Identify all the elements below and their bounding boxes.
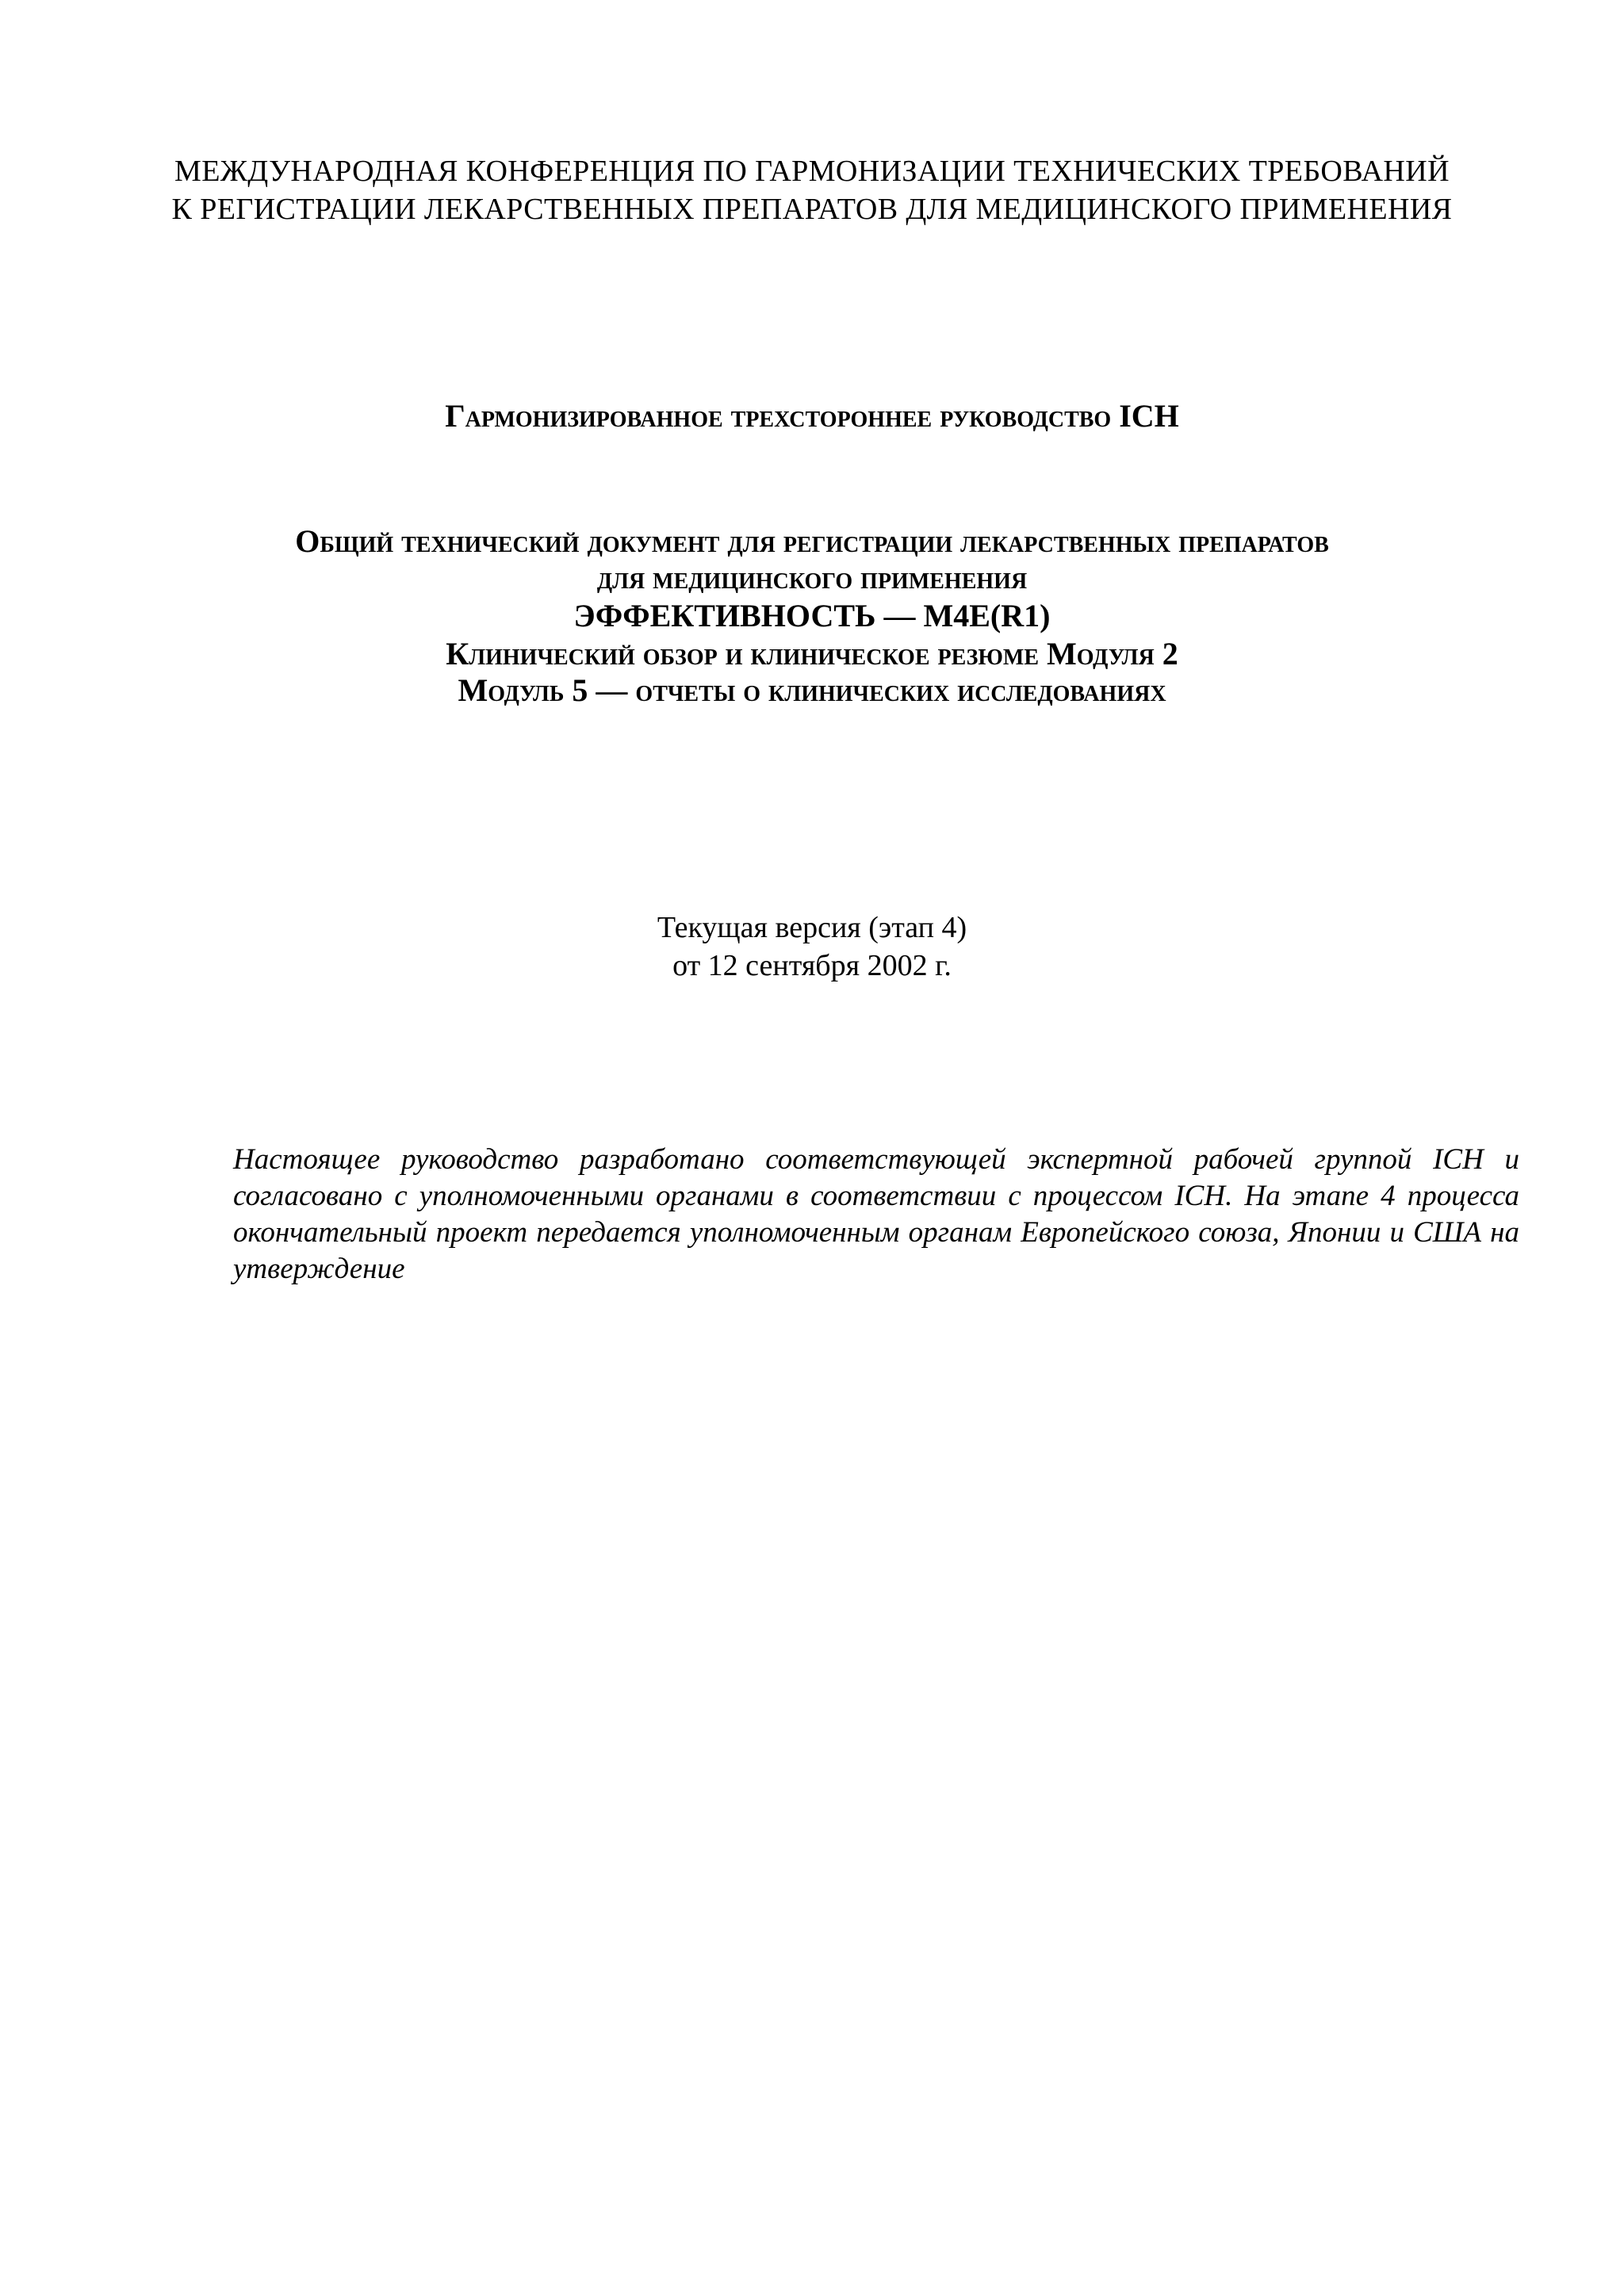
title-line-1: Общий технический документ для регистрации лекарственных препаратов <box>295 523 1329 559</box>
conference-header-line-2: К РЕГИСТРАЦИИ ЛЕКАРСТВЕННЫХ ПРЕПАРАТОВ ДЛЯ МЕДИЦИНСКОГО ПРИМЕНЕНИЯ <box>171 193 1453 226</box>
title-guideline-code: ЭФФЕКТИВНОСТЬ — M4E(R1) <box>573 598 1051 633</box>
version-label: Текущая версия (этап 4) <box>657 911 967 944</box>
title-line-4: Клинический обзор и клиническое резюме Модуля 2 <box>446 636 1178 672</box>
guideline-type-heading: Гармонизированное трехстороннее руководство ICH <box>445 398 1179 434</box>
conference-header-line-1: МЕЖДУНАРОДНАЯ КОНФЕРЕНЦИЯ ПО ГАРМОНИЗАЦИИ ТЕХНИЧЕСКИХ ТРЕБОВАНИЙ <box>174 155 1450 188</box>
version-date: от 12 сентября 2002 г. <box>672 949 952 982</box>
conference-header <box>0 152 1624 228</box>
title-line-5: Модуль 5 — отчеты о клинических исследованиях <box>458 672 1166 708</box>
version-block <box>0 909 1624 985</box>
approval-note: Настоящее руководство разработано соответствующей экспертной рабочей группой ICH и согласовано с уполномоченными органами в соответствии с процессом ICH. На этапе 4 процесса окончательный проект передается уполномоченным органам Европейского союза, Японии и США на утверждение <box>233 1143 1519 1285</box>
document-title-block <box>0 523 1624 709</box>
title-line-2: для медицинского применения <box>596 560 1028 595</box>
